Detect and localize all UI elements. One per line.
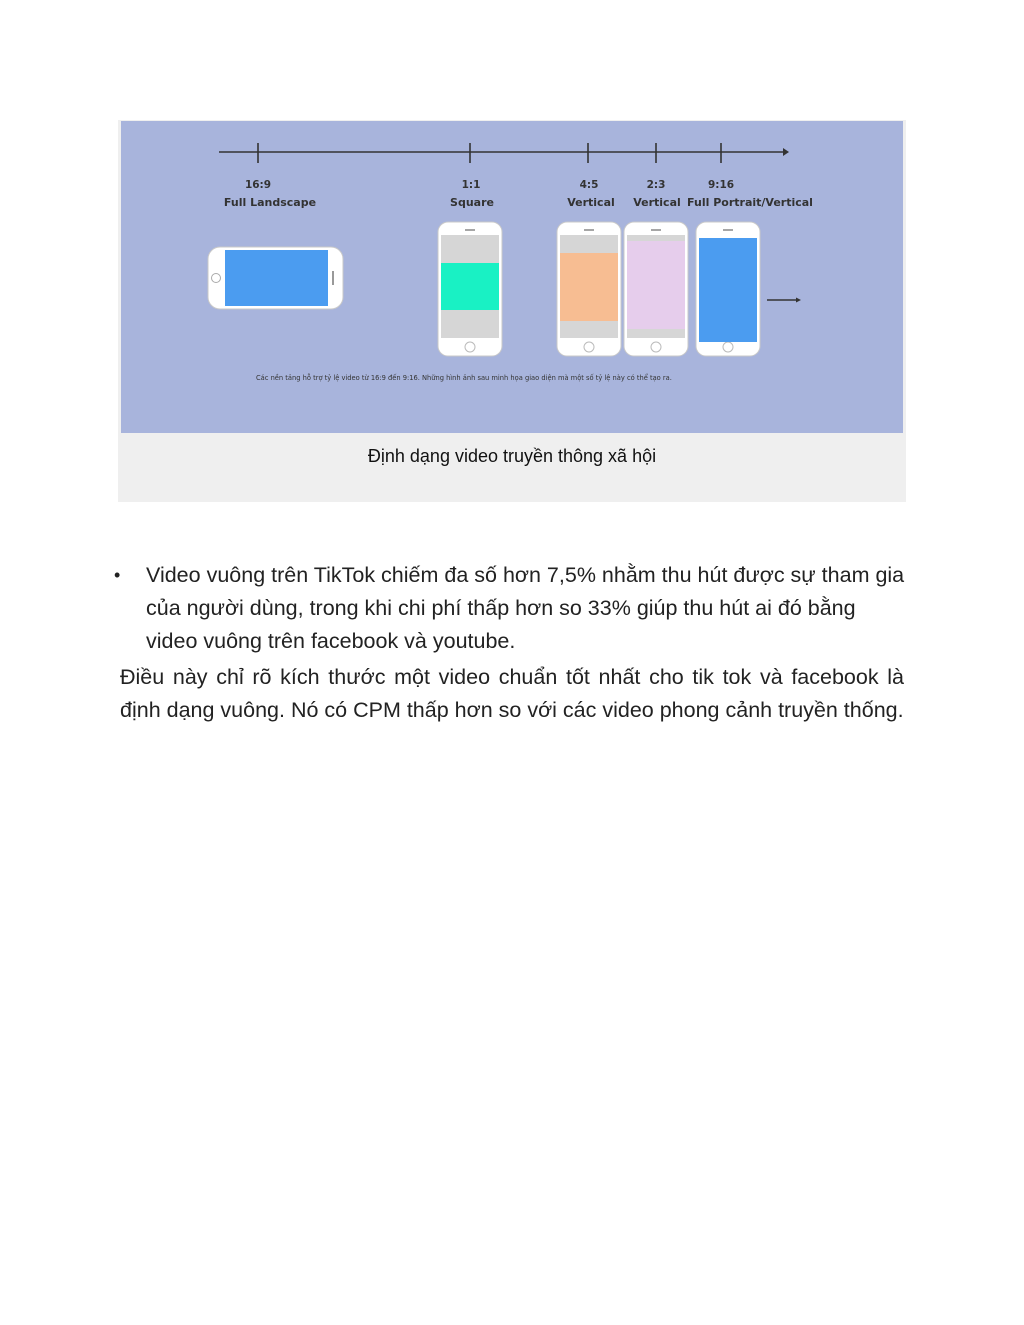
video-2-3 (627, 241, 685, 329)
body-paragraph: Điều này chỉ rõ kích thước một video chuẩn tốt nhất cho tik tok và facebook là định dạng vuông. Nó có CPM thấp hơn so với các video phong cảnh truyền thống. (120, 665, 904, 722)
video-16-9 (225, 250, 328, 306)
ratio-label-16-9: 16:9 (244, 179, 272, 191)
aspect-ratio-illustration (121, 121, 903, 433)
timeline-arrow-icon (783, 148, 789, 156)
vertical-2-3-phone (624, 222, 688, 356)
vertical-4-5-phone (557, 222, 621, 356)
video-9-16 (699, 238, 757, 342)
bullet-marker: • (114, 565, 121, 585)
ratio-label-9-16: 9:16 (707, 179, 735, 191)
ratio-name-square: Square (450, 196, 494, 209)
landscape-phone (208, 247, 343, 309)
ratio-name-vertical-2-3: Vertical (633, 196, 681, 209)
bullet-text: Video vuông trên TikTok chiếm đa số hơn 7,5% nhằm thu hút được sự tham gia của người dùng, trong khi chi phí thấp hơn so 33% giúp thu hút ai đó bằng video vuông trên facebook và youtube. (146, 563, 905, 653)
portrait-phone (696, 222, 760, 356)
figure-note: Các nền tảng hỗ trợ tỷ lệ video từ 16:9 đến 9:16. Những hình ảnh sau minh họa giao diện mà một số tỷ lệ này có thể tạo ra. (256, 374, 672, 382)
ratio-name-full-portrait: Full Portrait/Vertical (687, 196, 813, 209)
ratio-label-2-3: 2:3 (646, 179, 666, 191)
ratio-label-1-1: 1:1 (461, 179, 481, 191)
video-4-5 (560, 253, 618, 321)
figure (118, 120, 906, 502)
video-1-1 (441, 263, 499, 310)
aspect-ratio-diagram (121, 121, 903, 433)
ratio-name-vertical-4-5: Vertical (567, 196, 615, 209)
right-arrow-icon (796, 298, 801, 303)
figure-caption: Định dạng video truyền thông xã hội (367, 446, 657, 466)
ratio-label-4-5: 4:5 (579, 179, 599, 191)
square-phone (438, 222, 502, 356)
ratio-name-full-landscape: Full Landscape (223, 196, 317, 209)
